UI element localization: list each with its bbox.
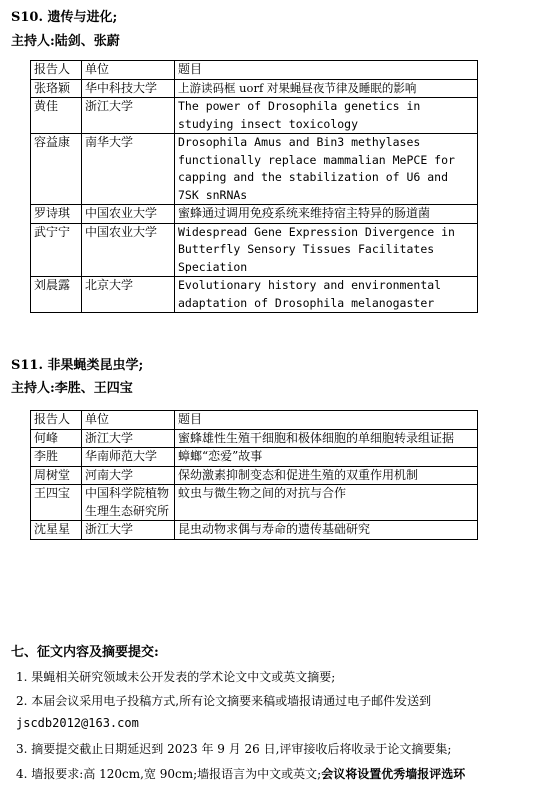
header-unit: 单位	[82, 61, 175, 80]
table-row	[31, 485, 478, 521]
item-bold-text: 会议将设置优秀墙报评选环	[321, 767, 466, 781]
table-row	[31, 277, 478, 313]
item-text: 墙报要求:高 120cm,宽 90cm;墙报语言为中文或英文;	[31, 767, 322, 781]
list-item	[16, 668, 335, 685]
table-header-row	[31, 61, 478, 80]
speaker-cell: 沈星星	[31, 521, 82, 540]
unit-cell: 华中科技大学	[82, 79, 175, 98]
title-cell: 蜜蜂通过调用免疫系统来维持宿主特异的肠道菌	[175, 205, 478, 224]
list-item	[16, 765, 465, 782]
title-cell: Evolutionary history and environmental adaptation of Drosophila melanogaster	[175, 277, 478, 313]
speaker-cell: 武宁宁	[31, 223, 82, 277]
unit-cell: 南华大学	[82, 134, 175, 205]
speaker-cell: 王四宝	[31, 485, 82, 521]
s11-table	[30, 410, 478, 540]
table-row	[31, 223, 478, 277]
title-cell: 蜜蜂雄性生殖干细胞和极体细胞的单细胞转录组证据	[175, 429, 478, 448]
unit-cell: 河南大学	[82, 466, 175, 485]
table-row	[31, 466, 478, 485]
table-row	[31, 205, 478, 224]
email-link[interactable]: jscdb2012@163.com	[16, 716, 139, 730]
header-unit: 单位	[82, 411, 175, 430]
speaker-cell: 黄佳	[31, 98, 82, 134]
unit-cell: 华南师范大学	[82, 448, 175, 467]
item-number: 4.	[16, 767, 28, 781]
title-cell: The power of Drosophila genetics in studying insect toxicology	[175, 98, 478, 134]
unit-cell: 中国科学院植物生理生态研究所	[82, 485, 175, 521]
speaker-cell: 李胜	[31, 448, 82, 467]
unit-cell: 中国农业大学	[82, 205, 175, 224]
table-row	[31, 448, 478, 467]
unit-cell: 浙江大学	[82, 98, 175, 134]
title-cell: 昆虫动物求偶与寿命的遗传基础研究	[175, 521, 478, 540]
s11-hosts: 主持人:李胜、王四宝	[11, 381, 133, 396]
speaker-cell: 容益康	[31, 134, 82, 205]
s11-title: S11. 非果蝇类昆虫学;	[11, 358, 144, 373]
table-row	[31, 134, 478, 205]
list-item	[16, 692, 431, 709]
table-row	[31, 98, 478, 134]
item-text: 果蝇相关研究领域未公开发表的学术论文中文或英文摘要;	[31, 670, 336, 684]
item-text: 摘要提交截止日期延迟到 2023 年 9 月 26 日,评审接收后将收录于论文摘要集;	[31, 742, 452, 756]
title-cell: 蚊虫与微生物之间的对抗与合作	[175, 485, 478, 521]
header-speaker: 报告人	[31, 411, 82, 430]
speaker-cell: 何峰	[31, 429, 82, 448]
title-cell: 保幼激素抑制变态和促进生殖的双重作用机制	[175, 466, 478, 485]
unit-cell: 北京大学	[82, 277, 175, 313]
unit-cell: 浙江大学	[82, 521, 175, 540]
speaker-cell: 罗诗琪	[31, 205, 82, 224]
title-cell: 蟑螂“恋爱”故事	[175, 448, 478, 467]
item-number: 3.	[16, 742, 28, 756]
speaker-cell: 刘晨露	[31, 277, 82, 313]
s10-hosts: 主持人:陆剑、张蔚	[11, 34, 120, 49]
speaker-cell: 张珞颖	[31, 79, 82, 98]
table-row	[31, 79, 478, 98]
speaker-cell: 周树堂	[31, 466, 82, 485]
title-text: 上游读码框 uorf 对果蝇昼夜节律及睡眠的影响	[178, 80, 417, 95]
title-cell: Drosophila Amus and Bin3 methylases functionally replace mammalian MePCE for capping and the stabilization of U6 and 7SK snRNAs	[175, 134, 478, 205]
item-number: 2.	[16, 694, 28, 708]
table-row	[31, 429, 478, 448]
section7-title: 七、征文内容及摘要提交:	[11, 645, 159, 660]
header-title: 题目	[175, 411, 478, 430]
header-speaker: 报告人	[31, 61, 82, 80]
item-number: 1.	[16, 670, 28, 684]
title-cell: Widespread Gene Expression Divergence in Butterfly Sensory Tissues Facilitates Speciation	[175, 223, 478, 277]
list-item	[16, 740, 451, 757]
header-title: 题目	[175, 61, 478, 80]
item-text: 本届会议采用电子投稿方式,所有论文摘要来稿或墙报请通过电子邮件发送到	[31, 694, 432, 708]
unit-cell: 中国农业大学	[82, 223, 175, 277]
s10-title: S10. 遗传与进化;	[11, 10, 118, 25]
unit-cell: 浙江大学	[82, 429, 175, 448]
table-row	[31, 521, 478, 540]
s10-table	[30, 60, 478, 313]
title-cell	[175, 79, 478, 98]
table-header-row	[31, 411, 478, 430]
